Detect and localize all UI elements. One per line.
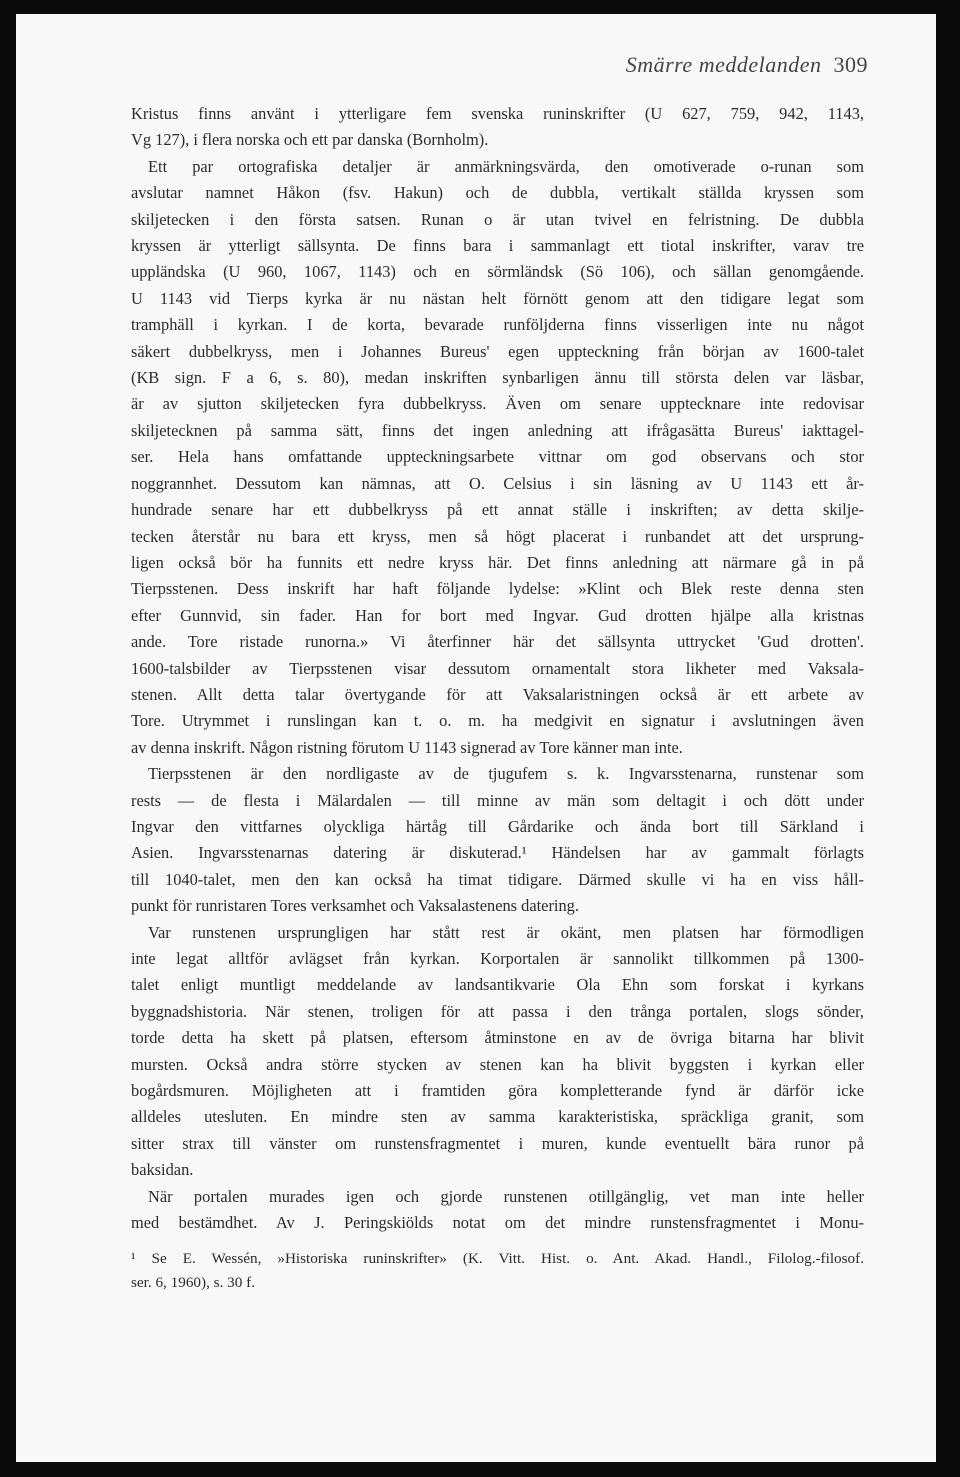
text-line: Tore. Utrymmet i runslingan kan t. o. m. ha medgivit en signatur i avslutningen även	[131, 711, 864, 731]
text-line: rests — de flesta i Mälardalen — till minne av män som deltagit i och dött under	[131, 790, 864, 810]
text-line: När portalen murades igen och gjorde runstenen otillgänglig, vet man inte heller	[148, 1186, 864, 1206]
text-line: 1600-talsbilder av Tierpsstenen visar dessutom ornamentalt stora likheter med Vaksala-	[131, 658, 864, 678]
text-line: ligen också bör ha funnits ett nedre kryss här. Det finns anledning att närmare gå in på	[131, 552, 864, 572]
text-line: uppländska (U 960, 1067, 1143) och en sörmländsk (Sö 106), och sällan genomgående.	[131, 262, 864, 282]
text-line: skiljetecknen på samma sätt, finns det ingen anledning att ifrågasätta Bureus' iakttagel-	[131, 420, 864, 440]
text-line: efter Gunnvid, sin fader. Han for bort med Ingvar. Gud drotten hjälpe alla kristnas	[131, 605, 864, 625]
text-line: stenen. Allt detta talar övertygande för att Vaksalaristningen också är ett arbete av	[131, 684, 864, 704]
text-line: Ett par ortografiska detaljer är anmärkningsvärda, den omotiverade o-runan som	[148, 156, 864, 176]
footnote-line: ser. 6, 1960), s. 30 f.	[131, 1274, 256, 1291]
text-line: skiljetecken i den första satsen. Runan o är utan tvivel en felristning. De dubbla	[131, 209, 864, 229]
body-text	[131, 101, 864, 1236]
text-line: (KB sign. F a 6, s. 80), medan inskriften synbarligen ännu till största delen var läsbar,	[131, 368, 864, 388]
text-line: torde detta ha skett på platsen, eftersom åtminstone en av de övriga bitarna har blivit	[131, 1028, 864, 1048]
text-line: U 1143 vid Tierps kyrka är nu nästan helt förnött genom att den tidigare legat som	[131, 288, 864, 308]
text-line: punkt för runristaren Tores verksamhet och Vaksalastenens datering.	[131, 896, 579, 916]
text-line: baksidan.	[131, 1160, 194, 1180]
text-line: är av sjutton skiljetecken fyra dubbelkryss. Även om senare upptecknare inte redovisar	[131, 394, 864, 414]
text-line: mursten. Också andra större stycken av stenen kan ha blivit byggsten i kyrkan eller	[131, 1054, 864, 1074]
text-line: avslutar namnet Håkon (fsv. Hakun) och de dubbla, vertikalt ställda kryssen som	[131, 183, 864, 203]
text-line: med bestämdhet. Av J. Peringskiölds notat om det mindre runstensfragmentet i Monu-	[131, 1213, 864, 1233]
text-line: ande. Tore ristade runorna.» Vi återfinner här det sällsynta uttrycket 'Gud drotten'.	[131, 632, 864, 652]
running-title: Smärre meddelanden	[625, 52, 822, 77]
text-line: bogårdsmuren. Möjligheten att i framtiden göra kompletterande fynd är därför icke	[131, 1081, 864, 1101]
text-line: tramphäll i kyrkan. I de korta, bevarade runföljderna finns visserligen inte nu något	[131, 315, 864, 335]
text-line: Ingvar den vittfarnes olyckliga härtåg till Gårdarike och ända bort till Särkland i	[131, 816, 864, 836]
text-line: noggrannhet. Dessutom kan nämnas, att O. Celsius i sin läsning av U 1143 ett år-	[131, 473, 864, 493]
text-line: sitter strax till vänster om runstensfragmentet i muren, kunde eventuellt bära runor på	[131, 1133, 864, 1153]
text-line: av denna inskrift. Någon ristning förutom U 1143 signerad av Tore känner man inte.	[131, 737, 683, 757]
text-line: alldeles utesluten. En mindre sten av samma karakteristiska, spräckliga granit, som	[131, 1107, 864, 1127]
text-line: Tierpsstenen är den nordligaste av de tjugufem s. k. Ingvarsstenarna, runstenar som	[148, 764, 864, 784]
text-line: Kristus finns använt i ytterligare fem svenska runinskrifter (U 627, 759, 942, 1143,	[131, 104, 864, 123]
text-line: hundrade senare har ett dubbelkryss på ett annat ställe i inskriften; av detta skilje-	[131, 500, 864, 520]
text-line: inte legat alltför avlägset från kyrkan. Korportalen är sannolikt tillkommen på 1300-	[131, 949, 864, 968]
footnote-line: ¹ Se E. Wessén, »Historiska runinskrifter» (K. Vitt. Hist. o. Ant. Akad. Handl., Filolog.-filosof.	[131, 1250, 864, 1267]
text-line: ser. Hela hans omfattande uppteckningsarbete vittnar om god observans och stor	[131, 447, 864, 467]
running-header	[626, 52, 868, 78]
text-line: Vg 127), i flera norska och ett par danska (Bornholm).	[131, 130, 489, 150]
text-line: kryssen är ytterligt sällsynta. De finns bara i sammanlagt ett tiotal inskrifter, varav tre	[131, 236, 864, 256]
footnote	[131, 1247, 864, 1295]
text-line: tecken återstår nu bara ett kryss, men så högt placerat i runbandet att det ursprung-	[131, 526, 864, 546]
scan-corner	[0, 1457, 36, 1477]
text-line: talet enligt muntligt meddelande av landsantikvarie Ola Ehn som forskat i kyrkans	[131, 975, 864, 995]
text-line: Asien. Ingvarsstenarnas datering är diskuterad.¹ Händelsen har av gammalt förlagts	[131, 843, 864, 863]
text-line: Tierpsstenen. Dess inskrift har haft följande lydelse: »Klint och Blek reste denna sten	[131, 579, 864, 599]
text-line: byggnadshistoria. När stenen, troligen för att passa i den trånga portalen, slogs sönder,	[131, 1001, 864, 1021]
page-number: 309	[833, 52, 868, 77]
text-line: säkert dubbelkryss, men i Johannes Bureus' egen uppteckning från början av 1600-talet	[131, 341, 864, 361]
text-line: Var runstenen ursprungligen har stått rest är okänt, men platsen har förmodligen	[148, 922, 864, 942]
text-line: till 1040-talet, men den kan också ha timat tidigare. Därmed skulle vi ha en viss håll-	[131, 869, 864, 889]
scan-border-right	[936, 0, 960, 1477]
scan-border-top	[0, 0, 960, 14]
